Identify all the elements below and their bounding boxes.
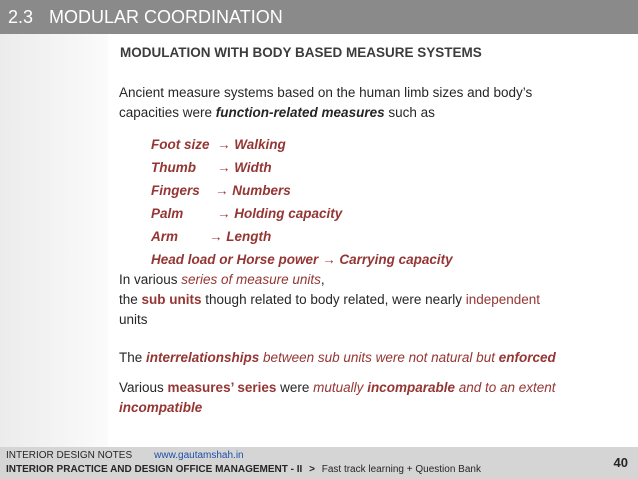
para1-line-3: units: [119, 312, 148, 327]
footer-part: - II: [290, 464, 303, 475]
left-decorative-strip: [0, 0, 108, 479]
limb-use: → Holding capacity: [217, 206, 343, 221]
emphasis: mutually: [313, 380, 364, 395]
intro-line-2: [119, 103, 619, 123]
footer-arrow: >: [309, 464, 315, 475]
limb-name: Palm: [151, 206, 184, 221]
text: Various: [119, 380, 168, 395]
text: The: [119, 350, 147, 365]
limb-use: → Numbers: [215, 183, 291, 198]
intro-text-end: such as: [384, 105, 435, 120]
slide-header-bar: [0, 0, 638, 34]
para1-line-1: [119, 270, 619, 290]
limb-name: Fingers: [151, 183, 200, 198]
text: were: [276, 380, 314, 395]
limb-measure-list: [151, 133, 453, 271]
limb-use: → Walking: [217, 137, 286, 152]
footer-notes-label: INTERIOR DESIGN NOTES: [6, 450, 133, 461]
text: In various: [119, 272, 182, 287]
emphasis: independent: [465, 292, 541, 307]
emphasis: incomparable: [367, 380, 455, 395]
emphasis: sub units: [141, 292, 202, 307]
emphasis: series of measure units: [181, 272, 321, 287]
limb-use: → Width: [217, 160, 272, 175]
limb-measure-row: [151, 248, 453, 271]
emphasis: between sub units were not natural but: [259, 350, 499, 365]
paragraph-series: [119, 270, 619, 330]
emphasis: measures’ series: [167, 380, 277, 395]
limb-measure-row: [151, 156, 453, 179]
footer-line-2: [6, 464, 481, 476]
limb-use: → Length: [209, 229, 272, 244]
text: ,: [320, 272, 325, 287]
para3-line-1: [119, 378, 619, 398]
footer-bar: [0, 447, 638, 479]
paragraph-incomparable: [119, 378, 619, 418]
section-number: 2.3: [8, 7, 34, 27]
paragraph-interrelationships: [119, 348, 619, 368]
limb-use: → Carrying capacity: [322, 252, 453, 267]
intro-emphasis: function-related measures: [215, 105, 385, 120]
intro-paragraph: [119, 83, 619, 123]
footer-tagline: Fast track learning + Question Bank: [321, 464, 481, 475]
limb-name: Thumb: [151, 160, 196, 175]
text: the: [119, 292, 142, 307]
slide-title: [8, 6, 283, 28]
section-title: MODULAR COORDINATION: [49, 7, 283, 27]
limb-name: Foot size: [151, 137, 210, 152]
intro-line-1: Ancient measure systems based on the human limb sizes and body’s: [119, 85, 533, 100]
limb-measure-row: [151, 225, 453, 248]
para2-line: [119, 348, 619, 368]
footer-book-title: INTERIOR PRACTICE AND DESIGN OFFICE MANAGEMENT: [6, 464, 288, 475]
intro-text: capacities were: [119, 105, 216, 120]
limb-measure-row: [151, 133, 453, 156]
para3-line-2: incompatible: [119, 400, 203, 415]
page-number: 40: [613, 455, 628, 470]
slide-subtitle: MODULATION WITH BODY BASED MEASURE SYSTEMS: [120, 45, 482, 60]
footer-website-link[interactable]: www.gautamshah.in: [154, 450, 244, 461]
footer-line-1: [6, 450, 244, 462]
para1-line-2: [119, 290, 619, 310]
emphasis: enforced: [498, 350, 556, 365]
emphasis: and to an extent: [454, 380, 556, 395]
limb-name: Arm: [151, 229, 179, 244]
text: though related to body related, were nearly: [201, 292, 466, 307]
limb-name: Head load or Horse power: [151, 252, 319, 267]
emphasis: interrelationships: [146, 350, 260, 365]
limb-measure-row: [151, 202, 453, 225]
limb-measure-row: [151, 179, 453, 202]
